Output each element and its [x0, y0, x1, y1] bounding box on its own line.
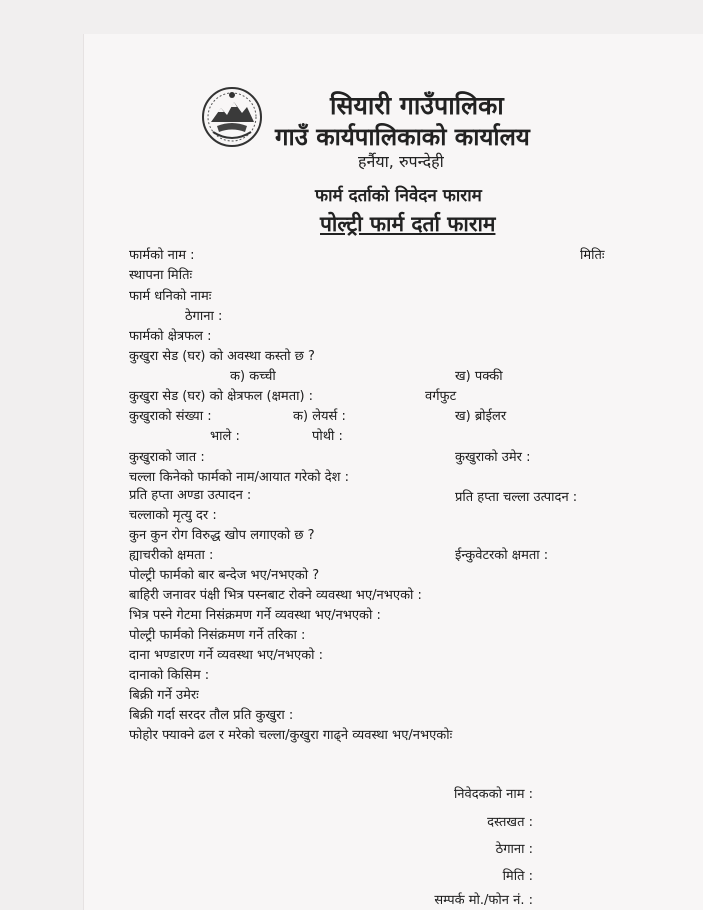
disinfection-method-label: पोल्ट्री फार्मको निसंक्रमण गर्ने तरिका :	[129, 628, 306, 643]
layers-label: क) लेयर्स :	[293, 409, 346, 424]
fencing-label: पोल्ट्री फार्मको बार बन्देज भए/नभएको ?	[129, 568, 320, 583]
feed-storage-label: दाना भण्डारण गर्ने व्यवस्था भए/नभएको :	[129, 648, 324, 663]
office-subtitle: गाउँ कार्यपालिकाको कार्यालय	[275, 123, 530, 151]
established-date-label: स्थापना मितिः	[129, 268, 193, 283]
egg-production-label: प्रति हप्ता अण्डा उत्पादन :	[129, 488, 252, 503]
shed-kachchi-option: क) कच्ची	[230, 369, 276, 384]
breed-label: कुखुराको जात :	[129, 450, 205, 465]
chick-production-label: प्रति हप्ता चल्ला उत्पादन :	[455, 490, 578, 505]
shed-area-label: कुखुरा सेड (घर) को क्षेत्रफल (क्षमता) :	[129, 389, 314, 404]
chicken-age-label: कुखुराको उमेर :	[455, 450, 531, 465]
shed-pakki-option: ख) पक्की	[455, 369, 503, 384]
waste-disposal-label: फोहोर फ्याक्ने ढल र मरेको चल्ला/कुखुरा गाढ्ने व्यवस्था भए/नभएकोः	[129, 728, 453, 743]
incubator-capacity-label: ईन्कुवेटरको क्षमता :	[455, 548, 549, 563]
avg-weight-label: बिक्री गर्दा सरदर तौल प्रति कुखुरा :	[129, 708, 294, 723]
chicken-count-label: कुखुराको संख्या :	[129, 409, 212, 424]
broiler-label: ख) ब्रोईलर	[455, 409, 507, 424]
form-title: पोल्ट्री फार्म दर्ता फाराम	[320, 212, 496, 236]
applicant-date-label: मिति :	[502, 869, 533, 884]
shed-condition-label: कुखुरा सेड (घर) को अवस्था कस्तो छ ?	[129, 349, 315, 364]
owner-name-label: फार्म धनिको नामः	[129, 289, 212, 304]
office-location: हर्नैया, रुपन्देही	[358, 152, 444, 171]
applicant-contact-label: सम्पर्क मो./फोन नं. :	[434, 893, 533, 908]
vaccines-label: कुन कुन रोग विरुद्ध खोप लगाएको छ ?	[129, 528, 315, 543]
nepal-emblem-logo	[201, 86, 263, 148]
applicant-name-label: निवेदकको नाम :	[453, 787, 533, 802]
gate-disinfection-label: भित्र पस्ने गेटमा निसंक्रमण गर्ने व्यवस्था भए/नभएको :	[129, 608, 381, 623]
chick-source-label: चल्ला किनेको फार्मको नाम/आयात गरेको देश :	[129, 470, 349, 485]
sq-ft-unit: वर्गफुट	[425, 389, 457, 404]
form-type: फार्म दर्ताको निवेदन फाराम	[315, 186, 482, 206]
male-label: भाले :	[210, 429, 240, 444]
address-label: ठेगाना :	[185, 309, 223, 324]
sale-age-label: बिक्री गर्ने उमेरः	[129, 688, 199, 703]
date-label: मितिः	[580, 248, 605, 263]
female-label: पोथी :	[312, 429, 343, 444]
hatchery-capacity-label: ह्याचरीको क्षमता :	[129, 548, 214, 563]
applicant-signature-label: दस्तखत :	[487, 815, 533, 830]
farm-area-label: फार्मको क्षेत्रफल :	[129, 329, 212, 344]
feed-type-label: दानाको किसिम :	[129, 668, 210, 683]
wild-protection-label: बाहिरी जनावर पंक्षी भित्र पस्नबाट रोक्ने व्यवस्था भए/नभएको :	[129, 588, 422, 603]
office-name: सियारी गाउँपालिका	[330, 91, 504, 120]
applicant-address-label: ठेगाना :	[495, 842, 533, 857]
farm-name-label: फार्मको नाम :	[129, 248, 195, 263]
chick-mortality-label: चल्लाको मृत्यु दर :	[129, 508, 217, 523]
